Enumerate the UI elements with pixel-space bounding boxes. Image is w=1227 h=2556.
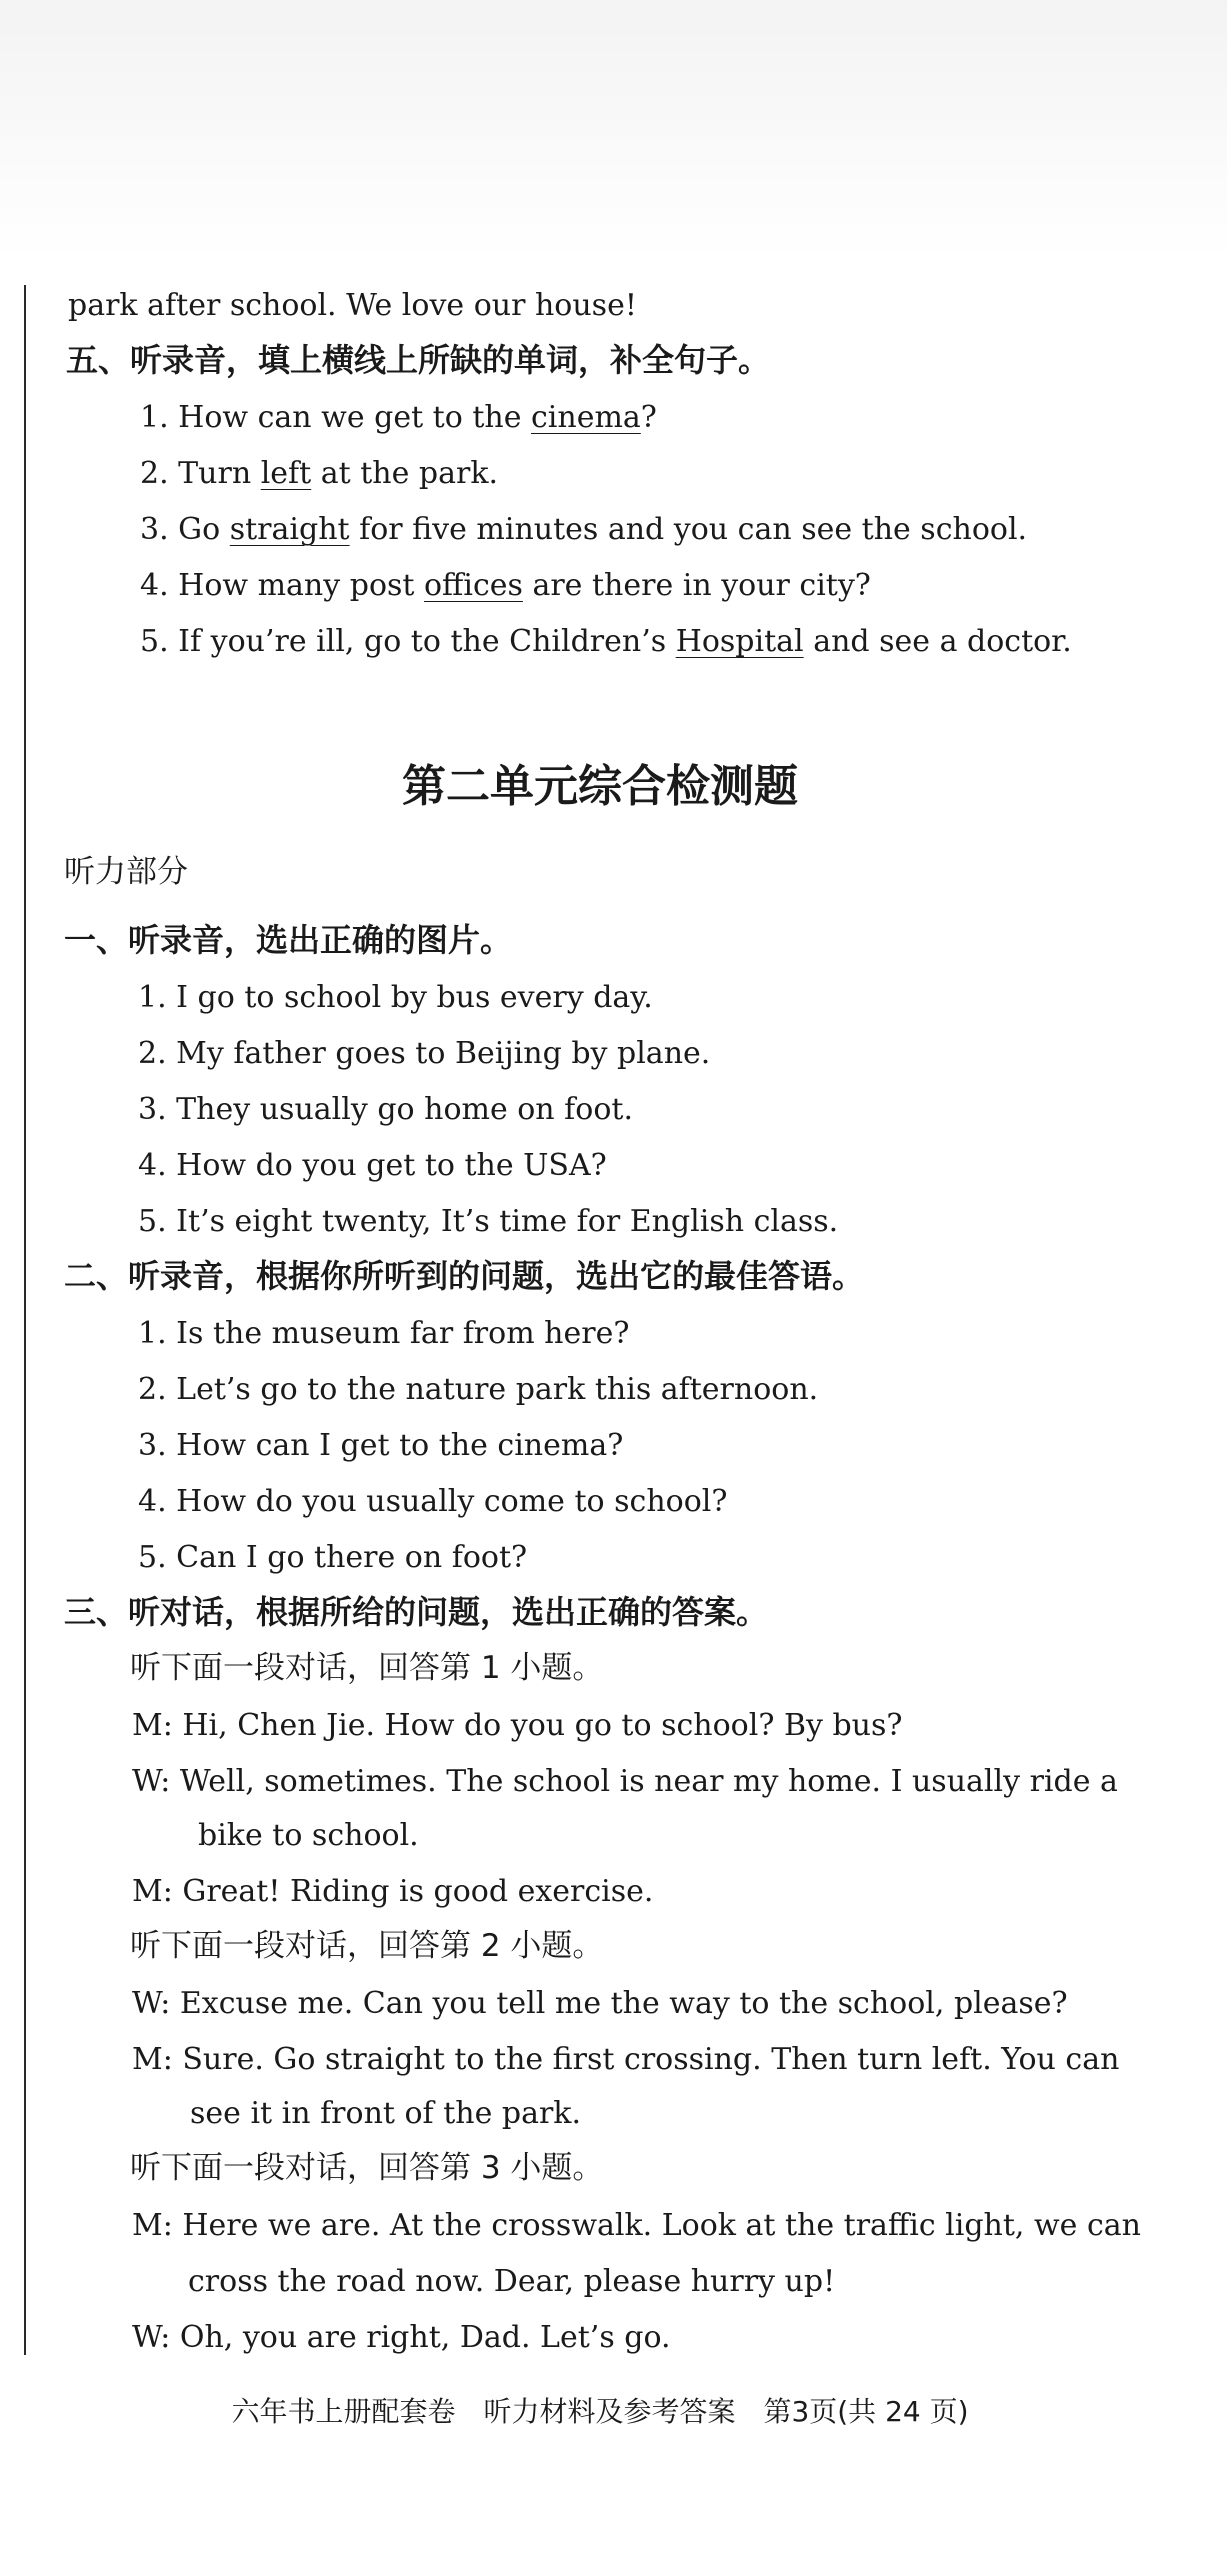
continued-line: park after school. We love our house!	[68, 288, 637, 323]
q1-item: 3. They usually go home on foot.	[138, 1092, 633, 1127]
section5-item: 4. How many post offices are there in your city?	[140, 568, 871, 603]
q2-item: 2. Let’s go to the nature park this afternoon.	[138, 1372, 819, 1407]
dialogue-line: W: Well, sometimes. The school is near my home. I usually ride a	[132, 1764, 1118, 1799]
section5-item: 3. Go straight for five minutes and you can see the school.	[140, 512, 1028, 547]
dialogue-line: M: Great! Riding is good exercise.	[132, 1874, 654, 1909]
dialogue-line: M: Here we are. At the crosswalk. Look at the traffic light, we can	[132, 2208, 1141, 2243]
q1-item: 1. I go to school by bus every day.	[138, 980, 653, 1015]
q1-item: 4. How do you get to the USA?	[138, 1148, 607, 1183]
section5-item: 2. Turn left at the park.	[140, 456, 499, 491]
q2-item: 4. How do you usually come to school?	[138, 1484, 728, 1519]
listening-part-label: 听力部分	[64, 854, 188, 890]
q1-heading: 一、听录音，选出正确的图片。	[64, 921, 513, 959]
q1-item: 5. It’s eight twenty, It’s time for English class.	[138, 1204, 839, 1239]
dialogue-prompt: 听下面一段对话，回答第 1 小题。	[130, 1650, 604, 1686]
page-footer: 六年书上册配套卷 听力材料及参考答案 第3页(共 24 页)	[231, 2395, 969, 2428]
answer-blank: cinema	[530, 400, 641, 435]
answer-blank: offices	[424, 568, 523, 603]
top-shadow	[0, 0, 1227, 260]
q1-item: 2. My father goes to Beijing by plane.	[138, 1036, 711, 1071]
q2-item: 1. Is the museum far from here?	[138, 1316, 630, 1351]
dialogue-line: M: Sure. Go straight to the first crossing. Then turn left. You can	[132, 2042, 1120, 2077]
unit-title: 第二单元综合检测题	[402, 761, 798, 812]
q2-heading: 二、听录音，根据你所听到的问题，选出它的最佳答语。	[64, 1257, 865, 1295]
section5-heading: 五、听录音，填上横线上所缺的单词，补全句子。	[66, 341, 771, 379]
dialogue-line-cont: see it in front of the park.	[190, 2096, 582, 2131]
section5-item: 1. How can we get to the cinema?	[140, 400, 657, 435]
answer-blank: left	[260, 456, 312, 491]
q3-heading: 三、听对话，根据所给的问题，选出正确的答案。	[64, 1593, 769, 1631]
answer-blank: Hospital	[675, 624, 804, 659]
dialogue-prompt: 听下面一段对话，回答第 3 小题。	[130, 2150, 604, 2186]
answer-blank: straight	[229, 512, 350, 547]
dialogue-line: W: Oh, you are right, Dad. Let’s go.	[132, 2320, 671, 2355]
q2-item: 3. How can I get to the cinema?	[138, 1428, 624, 1463]
dialogue-line-cont: cross the road now. Dear, please hurry up!	[188, 2264, 836, 2299]
q2-item: 5. Can I go there on foot?	[138, 1540, 528, 1575]
left-margin-rule	[24, 285, 26, 2355]
dialogue-line: W: Excuse me. Can you tell me the way to the school, please?	[132, 1986, 1068, 2021]
dialogue-prompt: 听下面一段对话，回答第 2 小题。	[130, 1928, 604, 1964]
section5-item: 5. If you’re ill, go to the Children’s Hospital and see a doctor.	[140, 624, 1072, 659]
dialogue-line: M: Hi, Chen Jie. How do you go to school? By bus?	[132, 1708, 903, 1743]
dialogue-line-cont: bike to school.	[198, 1818, 419, 1853]
